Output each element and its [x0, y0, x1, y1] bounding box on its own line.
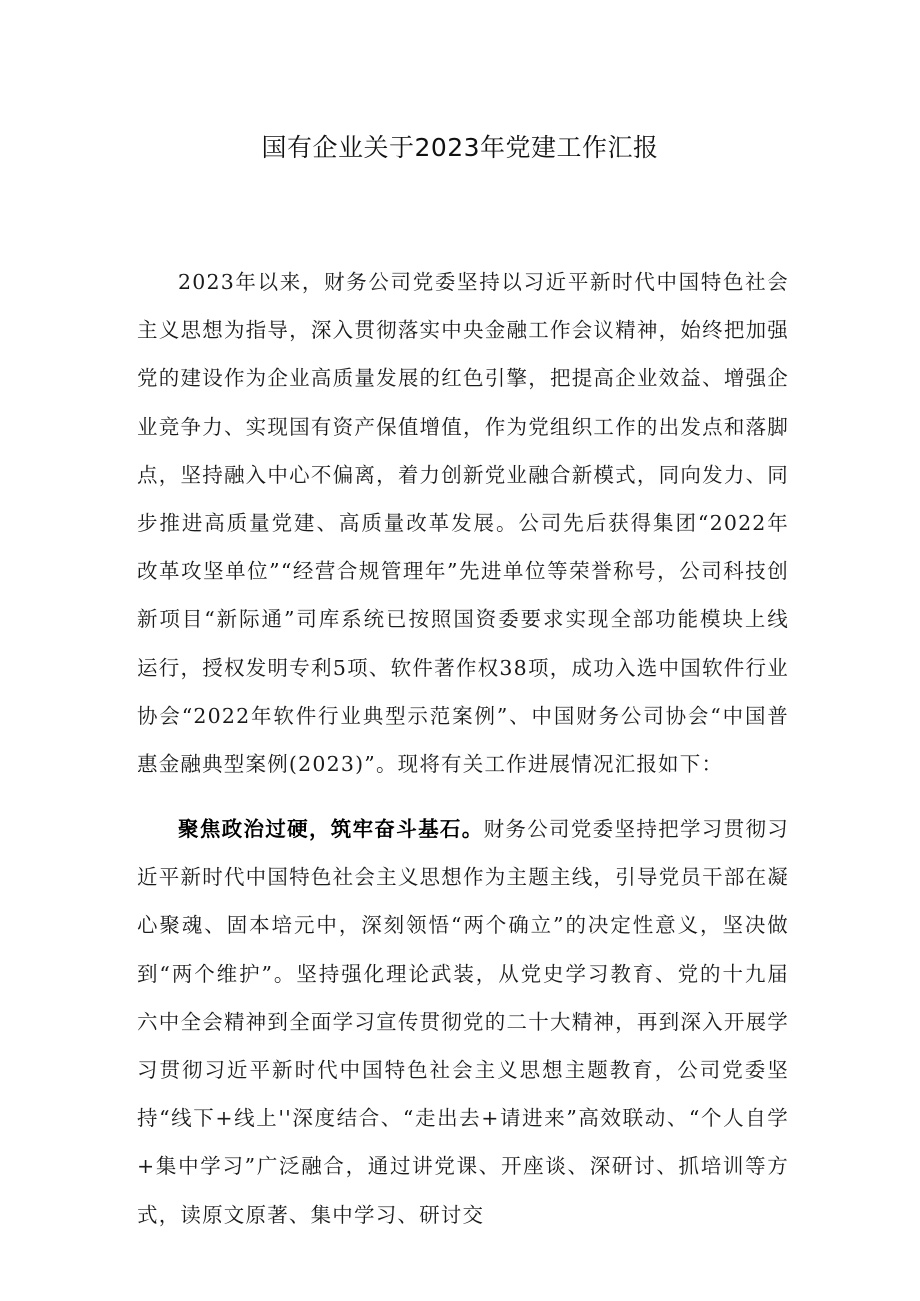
paragraph-political: [137, 805, 789, 1239]
paragraph-intro-text: 2023年以来，财务公司党委坚持以习近平新时代中国特色社会主义思想为指导，深入贯彻落实中央金融工作会议精神，始终把加强党的建设作为企业高质量发展的红色引擎，把提高企业效益、增强企业竞争力、实现国有资产保值增值，作为党组织工作的出发点和落脚点，坚持融入中心不偏离，着力创新党业融合新模式，同向发力、同步推进高质量党建、高质量改革发展。公司先后获得集团“2022年改革攻坚单位”“经营合规管理年”先进单位等荣誉称号，公司科技创新项目“新际通”司库系统已按照国资委要求实现全部功能模块上线运行，授权发明专利5项、软件著作权38项，成功入选中国软件行业协会“2022年软件行业典型示范案例”、中国财务公司协会“中国普惠金融典型案例(2023)”。现将有关工作进展情况汇报如下：: [137, 270, 789, 777]
document-title: 国有企业关于2023年党建工作汇报: [261, 133, 659, 162]
paragraph-political-heading: 聚焦政治过硬，筑牢奋斗基石。: [178, 817, 484, 841]
paragraph-political-text: 财务公司党委坚持把学习贯彻习近平新时代中国特色社会主义思想作为主题主线，引导党员干部在凝心聚魂、固本培元中，深刻领悟“两个确立”的决定性意义，坚决做到“两个维护”。坚持强化理论武装，从党史学习教育、党的十九届六中全会精神到全面学习宣传贯彻党的二十大精神，再到深入开展学习贯彻习近平新时代中国特色社会主义思想主题教育，公司党委坚持“线下+线上''深度结合、“走出去+请进来”高效联动、“个人自学+集中学习”广泛融合，通过讲党课、开座谈、深研讨、抓培训等方式，读原文原著、集中学习、研讨交: [137, 817, 789, 1227]
paragraph-intro: [137, 258, 789, 788]
